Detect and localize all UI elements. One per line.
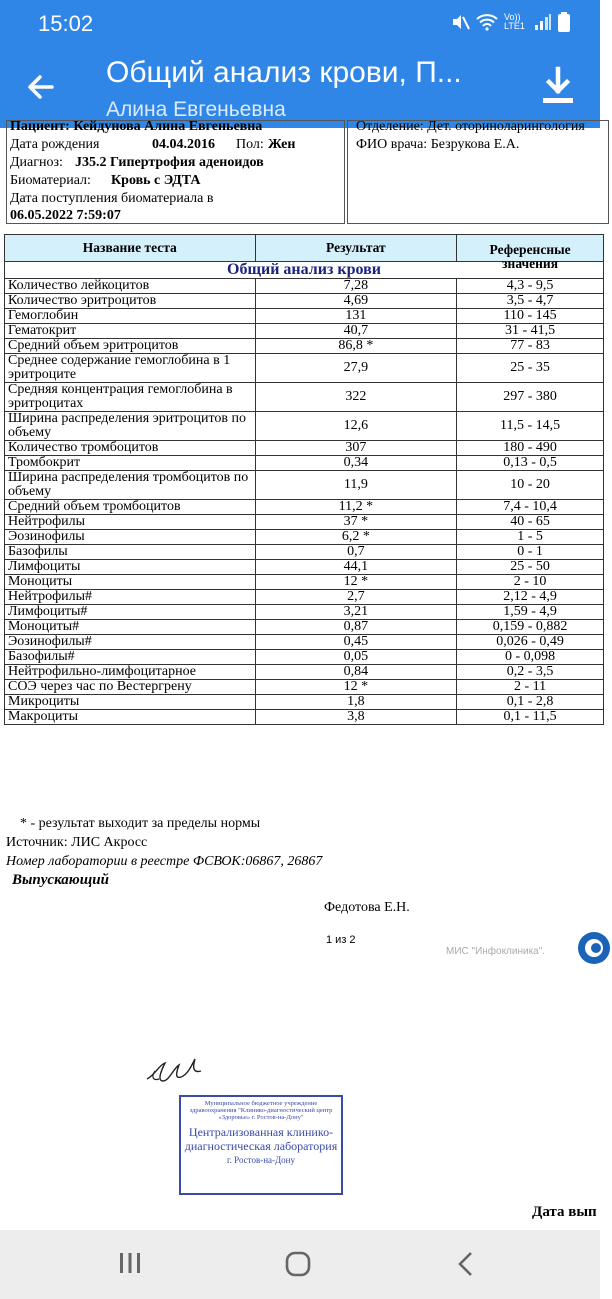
patient-name: Пациент: Кейдунова Алина Евгеньевна <box>10 119 263 134</box>
table-row <box>5 294 604 309</box>
test-name-cell: Ширина распределения эритроцитов по объему <box>5 412 256 441</box>
test-name-cell: Средний объем тромбоцитов <box>5 500 256 515</box>
page-indicator: 1 из 2 <box>326 934 356 946</box>
table-row <box>5 650 604 665</box>
test-name-cell: Гемоглобин <box>5 309 256 324</box>
test-name-cell: Нейтрофилы <box>5 515 256 530</box>
header-test-name: Название теста <box>5 235 256 262</box>
table-row <box>5 383 604 412</box>
result-cell: 307 <box>255 441 457 456</box>
dob-label: Дата рождения <box>10 137 100 152</box>
test-name-cell: Количество эритроцитов <box>5 294 256 309</box>
page-title: Общий анализ крови, П... <box>106 56 462 89</box>
reference-cell: 1,59 - 4,9 <box>457 605 604 620</box>
table-row <box>5 635 604 650</box>
doctor-row: ФИО врача: Безрукова Е.А. <box>356 137 520 152</box>
results-table <box>4 234 604 725</box>
table-row <box>5 515 604 530</box>
lab-stamp <box>179 1095 343 1195</box>
test-name-cell: Нейтрофильно-лимфоцитарное <box>5 665 256 680</box>
test-name-cell: Среднее содержание гемоглобина в 1 эритроците <box>5 354 256 383</box>
home-icon[interactable] <box>284 1250 312 1278</box>
header-reference: Референсные значения <box>457 235 604 262</box>
result-cell: 27,9 <box>255 354 457 383</box>
reference-cell: 2,12 - 4,9 <box>457 590 604 605</box>
stamp-main-text: Централизованная клинико-диагностическая лаборатория <box>184 1125 338 1153</box>
table-row <box>5 309 604 324</box>
app-bar <box>0 52 600 128</box>
reference-cell: 40 - 65 <box>457 515 604 530</box>
result-cell: 44,1 <box>255 560 457 575</box>
test-name-cell: Тромбокрит <box>5 456 256 471</box>
status-time: 15:02 <box>38 11 94 36</box>
reference-cell: 25 - 50 <box>457 560 604 575</box>
reference-cell: 10 - 20 <box>457 471 604 500</box>
table-row <box>5 324 604 339</box>
reference-cell: 0,2 - 3,5 <box>457 665 604 680</box>
status-bar <box>0 0 600 52</box>
lab-number: Номер лаборатории в реестре ФСВОК:06867, 26867 <box>6 854 323 869</box>
result-cell: 37 * <box>255 515 457 530</box>
result-cell: 11,2 * <box>255 500 457 515</box>
network-label: Vo)) LTE1 <box>504 12 525 31</box>
reference-cell: 31 - 41,5 <box>457 324 604 339</box>
test-name-cell: Базофилы# <box>5 650 256 665</box>
sex-value: Жен <box>268 137 296 152</box>
recent-apps-icon[interactable] <box>118 1250 142 1276</box>
patient-box <box>6 120 345 224</box>
stamp-city: г. Ростов-на-Дону <box>226 1155 295 1165</box>
reference-cell: 2 - 10 <box>457 575 604 590</box>
reference-cell: 0 - 1 <box>457 545 604 560</box>
download-icon[interactable] <box>540 66 576 106</box>
result-cell: 3,8 <box>255 710 457 725</box>
test-name-cell: Макроциты <box>5 710 256 725</box>
document-view[interactable] <box>0 119 600 1228</box>
result-cell: 0,84 <box>255 665 457 680</box>
reference-cell: 0,1 - 2,8 <box>457 695 604 710</box>
stamp-small-text: Муниципальное бюджетное учреждение здравоохранения "Клинико-диагностический центр «Здоровье» г. Ростов-на-Дону" <box>189 1100 333 1121</box>
sex-label: Пол: <box>236 137 264 152</box>
department-row: Отделение: Дет. оториноларингология <box>356 119 585 134</box>
result-cell: 7,28 <box>255 279 457 294</box>
result-cell: 3,21 <box>255 605 457 620</box>
reference-cell: 180 - 490 <box>457 441 604 456</box>
result-cell: 12,6 <box>255 412 457 441</box>
result-cell: 322 <box>255 383 457 412</box>
back-nav-icon[interactable] <box>456 1250 476 1278</box>
result-cell: 40,7 <box>255 324 457 339</box>
table-row <box>5 456 604 471</box>
reference-cell: 7,4 - 10,4 <box>457 500 604 515</box>
test-name-cell: Эозинофилы <box>5 530 256 545</box>
result-cell: 86,8 * <box>255 339 457 354</box>
biomaterial-value: Кровь с ЭДТА <box>111 173 201 188</box>
test-name-cell: Лимфоциты <box>5 560 256 575</box>
test-name-cell: Гематокрит <box>5 324 256 339</box>
reference-cell: 110 - 145 <box>457 309 604 324</box>
test-name-cell: Ширина распределения тромбоцитов по объему <box>5 471 256 500</box>
reference-cell: 1 - 5 <box>457 530 604 545</box>
dob-value: 04.04.2016 <box>152 137 215 152</box>
reference-cell: 11,5 - 14,5 <box>457 412 604 441</box>
test-name-cell: Количество лейкоцитов <box>5 279 256 294</box>
reference-cell: 0,159 - 0,882 <box>457 620 604 635</box>
department-box <box>347 120 609 224</box>
table-row <box>5 354 604 383</box>
table-row <box>5 471 604 500</box>
section-title: Общий анализ крови <box>5 262 604 279</box>
reference-cell: 4,3 - 9,5 <box>457 279 604 294</box>
result-cell: 0,87 <box>255 620 457 635</box>
mis-label: МИС "Инфоклиника". <box>446 946 546 957</box>
result-cell: 1,8 <box>255 695 457 710</box>
status-icons <box>450 12 570 32</box>
result-cell: 0,45 <box>255 635 457 650</box>
table-row <box>5 710 604 725</box>
test-name-cell: Лимфоциты# <box>5 605 256 620</box>
test-name-cell: Эозинофилы# <box>5 635 256 650</box>
table-row <box>5 605 604 620</box>
received-value: 06.05.2022 7:59:07 <box>10 208 121 223</box>
table-row <box>5 620 604 635</box>
signature <box>145 1053 209 1093</box>
table-row <box>5 545 604 560</box>
system-nav-bar <box>0 1230 600 1299</box>
result-cell: 0,05 <box>255 650 457 665</box>
table-row <box>5 590 604 605</box>
table-row <box>5 680 604 695</box>
result-cell: 4,69 <box>255 294 457 309</box>
reference-cell: 0,1 - 11,5 <box>457 710 604 725</box>
table-row <box>5 279 604 294</box>
table-row <box>5 530 604 545</box>
issuer-name: Федотова Е.Н. <box>324 900 410 915</box>
table-row <box>5 412 604 441</box>
test-name-cell: Моноциты# <box>5 620 256 635</box>
reference-cell: 0,026 - 0,49 <box>457 635 604 650</box>
test-name-cell: Нейтрофилы# <box>5 590 256 605</box>
result-cell: 6,2 * <box>255 530 457 545</box>
back-arrow-icon[interactable] <box>24 70 58 104</box>
signal-icon <box>534 13 552 31</box>
test-name-cell: Средняя концентрация гемоглобина в эритроцитах <box>5 383 256 412</box>
reference-cell: 25 - 35 <box>457 354 604 383</box>
test-name-cell: СОЭ через час по Вестергрену <box>5 680 256 695</box>
result-cell: 12 * <box>255 575 457 590</box>
result-cell: 131 <box>255 309 457 324</box>
footnote: * - результат выходит за пределы нормы <box>20 816 261 831</box>
reference-cell: 2 - 11 <box>457 680 604 695</box>
infoclinica-logo-icon <box>576 930 612 966</box>
diagnosis-value: J35.2 Гипертрофия аденоидов <box>75 155 264 170</box>
table-row <box>5 575 604 590</box>
received-label: Дата поступления биоматериала в <box>10 191 214 206</box>
source-line: Источник: ЛИС Акросс <box>6 835 148 850</box>
date-issued-label: Дата вып <box>532 1204 597 1220</box>
table-row <box>5 339 604 354</box>
battery-icon <box>558 12 570 32</box>
reference-cell: 0 - 0,098 <box>457 650 604 665</box>
reference-cell: 297 - 380 <box>457 383 604 412</box>
test-name-cell: Количество тромбоцитов <box>5 441 256 456</box>
biomaterial-label: Биоматериал: <box>10 173 91 188</box>
wifi-icon <box>476 13 498 31</box>
header-result: Результат <box>255 235 457 262</box>
test-name-cell: Моноциты <box>5 575 256 590</box>
result-cell: 11,9 <box>255 471 457 500</box>
result-cell: 2,7 <box>255 590 457 605</box>
reference-cell: 77 - 83 <box>457 339 604 354</box>
table-row <box>5 665 604 680</box>
diagnosis-label: Диагноз: <box>10 155 63 170</box>
result-cell: 0,34 <box>255 456 457 471</box>
test-name-cell: Микроциты <box>5 695 256 710</box>
table-row <box>5 441 604 456</box>
issuer-label: Выпускающий <box>12 872 109 888</box>
reference-cell: 0,13 - 0,5 <box>457 456 604 471</box>
table-row <box>5 695 604 710</box>
result-cell: 12 * <box>255 680 457 695</box>
result-cell: 0,7 <box>255 545 457 560</box>
reference-cell: 3,5 - 4,7 <box>457 294 604 309</box>
test-name-cell: Базофилы <box>5 545 256 560</box>
page-subtitle: Алина Евгеньевна <box>106 98 286 121</box>
table-row <box>5 500 604 515</box>
mute-icon <box>450 12 470 32</box>
test-name-cell: Средний объем эритроцитов <box>5 339 256 354</box>
table-row <box>5 560 604 575</box>
